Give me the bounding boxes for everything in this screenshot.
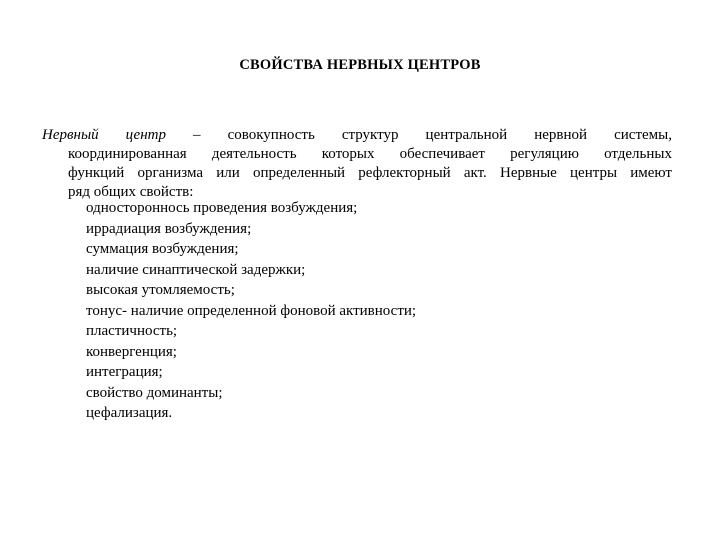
list-item: цефализация. bbox=[86, 405, 173, 421]
definition-line-1 bbox=[42, 126, 672, 145]
slide-title: СВОЙСТВА НЕРВНЫХ ЦЕНТРОВ bbox=[239, 57, 481, 73]
list-item: свойство доминанты; bbox=[86, 384, 223, 401]
properties-list bbox=[86, 198, 416, 424]
list-item: суммация возбуждения; bbox=[86, 241, 239, 257]
definition-line-2: координированная деятельность которых обеспечивает регуляцию отдельных bbox=[68, 146, 672, 162]
list-item: одностороннось проведения возбуждения; bbox=[86, 200, 358, 216]
list-item: интеграция; bbox=[86, 364, 163, 380]
list-item: конвергенция; bbox=[86, 343, 177, 360]
definition-line-1-text: – совокупность структур центральной нервной системы, bbox=[165, 127, 672, 143]
definition-paragraph bbox=[42, 126, 672, 202]
defined-term: Нервный центр bbox=[42, 127, 166, 143]
list-item: высокая утомляемость; bbox=[86, 282, 235, 298]
list-item: тонус- наличие определенной фоновой активности; bbox=[86, 302, 417, 319]
list-item: пластичность; bbox=[86, 323, 178, 339]
definition-line-3: функций организма или определенный рефлекторный акт. Нервные центры имеют bbox=[68, 165, 672, 181]
definition-line-4: ряд общих свойств: bbox=[68, 184, 194, 200]
list-item: иррадиация возбуждения; bbox=[86, 220, 252, 237]
list-item: наличие синаптической задержки; bbox=[86, 261, 306, 278]
